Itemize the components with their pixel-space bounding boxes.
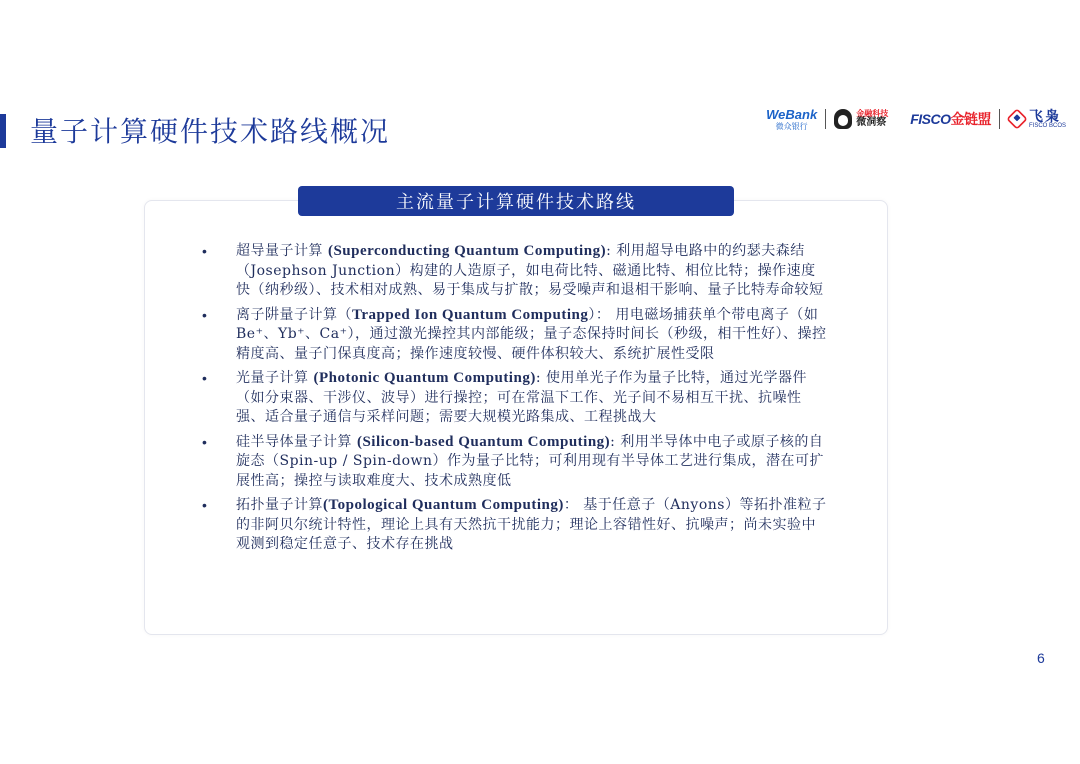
bullet-heading-cn: 离子阱量子计算（ — [236, 306, 352, 323]
bullet-icon: • — [202, 243, 208, 259]
list-item — [200, 306, 830, 365]
bullet-icon: • — [202, 433, 208, 450]
bullet-list — [200, 242, 830, 560]
bullet-heading-en: (Topological Quantum Computing) — [323, 497, 564, 513]
bullet-icon: • — [202, 370, 208, 386]
bullet-icon: • — [202, 306, 208, 323]
bullet-body: : 利用超导电路中的约瑟夫森结（Josephson Junction）构建的人造原子，如电荷比特、磁通比特、相位比特；操作速度快（纳秒级）、技术相对成熟、易于集成与扩散；易受噪声和退相干影响、量子比特寿命较短 — [236, 243, 824, 298]
bullet-body: : 利用半导体中电子或原子核的自旋态（Spin-up / Spin-down）作为量子比特；可利用现有半导体工艺进行集成，潜在可扩展性高；操控与读取难度大、技术成熟度低 — [236, 433, 825, 489]
bullet-body: ： 基于任意子（Anyons）等拓扑准粒子的非阿贝尔统计特性，理论上具有天然抗干扰能力；理论上容错性好、抗噪声；尚未实验中观测到稳定任意子、技术存在挑战 — [236, 497, 827, 552]
fisco-logo — [910, 109, 991, 129]
feixiao-logo — [1008, 109, 1066, 129]
list-item — [200, 433, 830, 492]
bullet-heading-cn: 拓扑量子计算 — [236, 497, 323, 513]
list-item — [200, 242, 830, 301]
tencent-logo-bottom: 微洞察 — [856, 116, 887, 128]
feixiao-logo-en: FISCO BCOS — [1028, 123, 1066, 129]
bullet-heading-en: (Photonic Quantum Computing) — [313, 370, 536, 386]
page-title: 量子计算硬件技术路线概况 — [30, 115, 391, 148]
logo-divider — [825, 109, 826, 129]
tencent-fintech-logo — [834, 109, 888, 129]
fisco-logo-en: FISCO — [910, 111, 951, 127]
fisco-logo-cn: 金链盟 — [950, 111, 991, 127]
partner-logos — [766, 104, 1066, 134]
logo-divider — [999, 109, 1000, 129]
bullet-heading-en: Trapped Ion Quantum Computing — [352, 306, 589, 323]
bullet-heading-cn: 光量子计算 — [236, 370, 314, 386]
bullet-icon: • — [202, 497, 208, 513]
feixiao-hex-icon — [1006, 108, 1028, 130]
list-item — [200, 496, 830, 555]
bullet-heading-cn: 硅半导体量子计算 — [236, 433, 357, 450]
bullet-heading-en: (Superconducting Quantum Computing) — [327, 243, 607, 259]
title-accent-bar — [0, 114, 6, 148]
bullet-heading-en: (Silicon-based Quantum Computing) — [356, 433, 611, 450]
feixiao-logo-cn: 飞枭 — [1028, 108, 1061, 124]
page-number: 6 — [1037, 650, 1045, 666]
penguin-icon — [834, 109, 852, 129]
webank-logo — [766, 108, 817, 131]
bullet-heading-cn: 超导量子计算 — [236, 243, 328, 259]
list-item — [200, 369, 830, 428]
bullet-body: : 使用单光子作为量子比特，通过光学器件（如分束器、干涉仪、波导）进行操控；可在常温下工作、光子间不易相互干扰、抗噪性强、适合量子通信与采样问题；需要大规模光路集成、工程挑战大 — [236, 370, 807, 425]
tencent-logo-top: 金融科技 — [856, 108, 889, 118]
bullet-body: ）： 用电磁场捕获单个带电离子（如 Be⁺、Yb⁺、Ca⁺），通过激光操控其内部能级；量子态保持时间长（秒级，相干性好）、操控精度高、量子门保真度高；操作速度较慢、硬件体积较大、系统扩展性受限 — [236, 306, 827, 362]
webank-logo-cn: 微众银行 — [775, 121, 808, 131]
section-header: 主流量子计算硬件技术路线 — [298, 186, 734, 216]
webank-logo-text: WeBank — [766, 106, 818, 122]
